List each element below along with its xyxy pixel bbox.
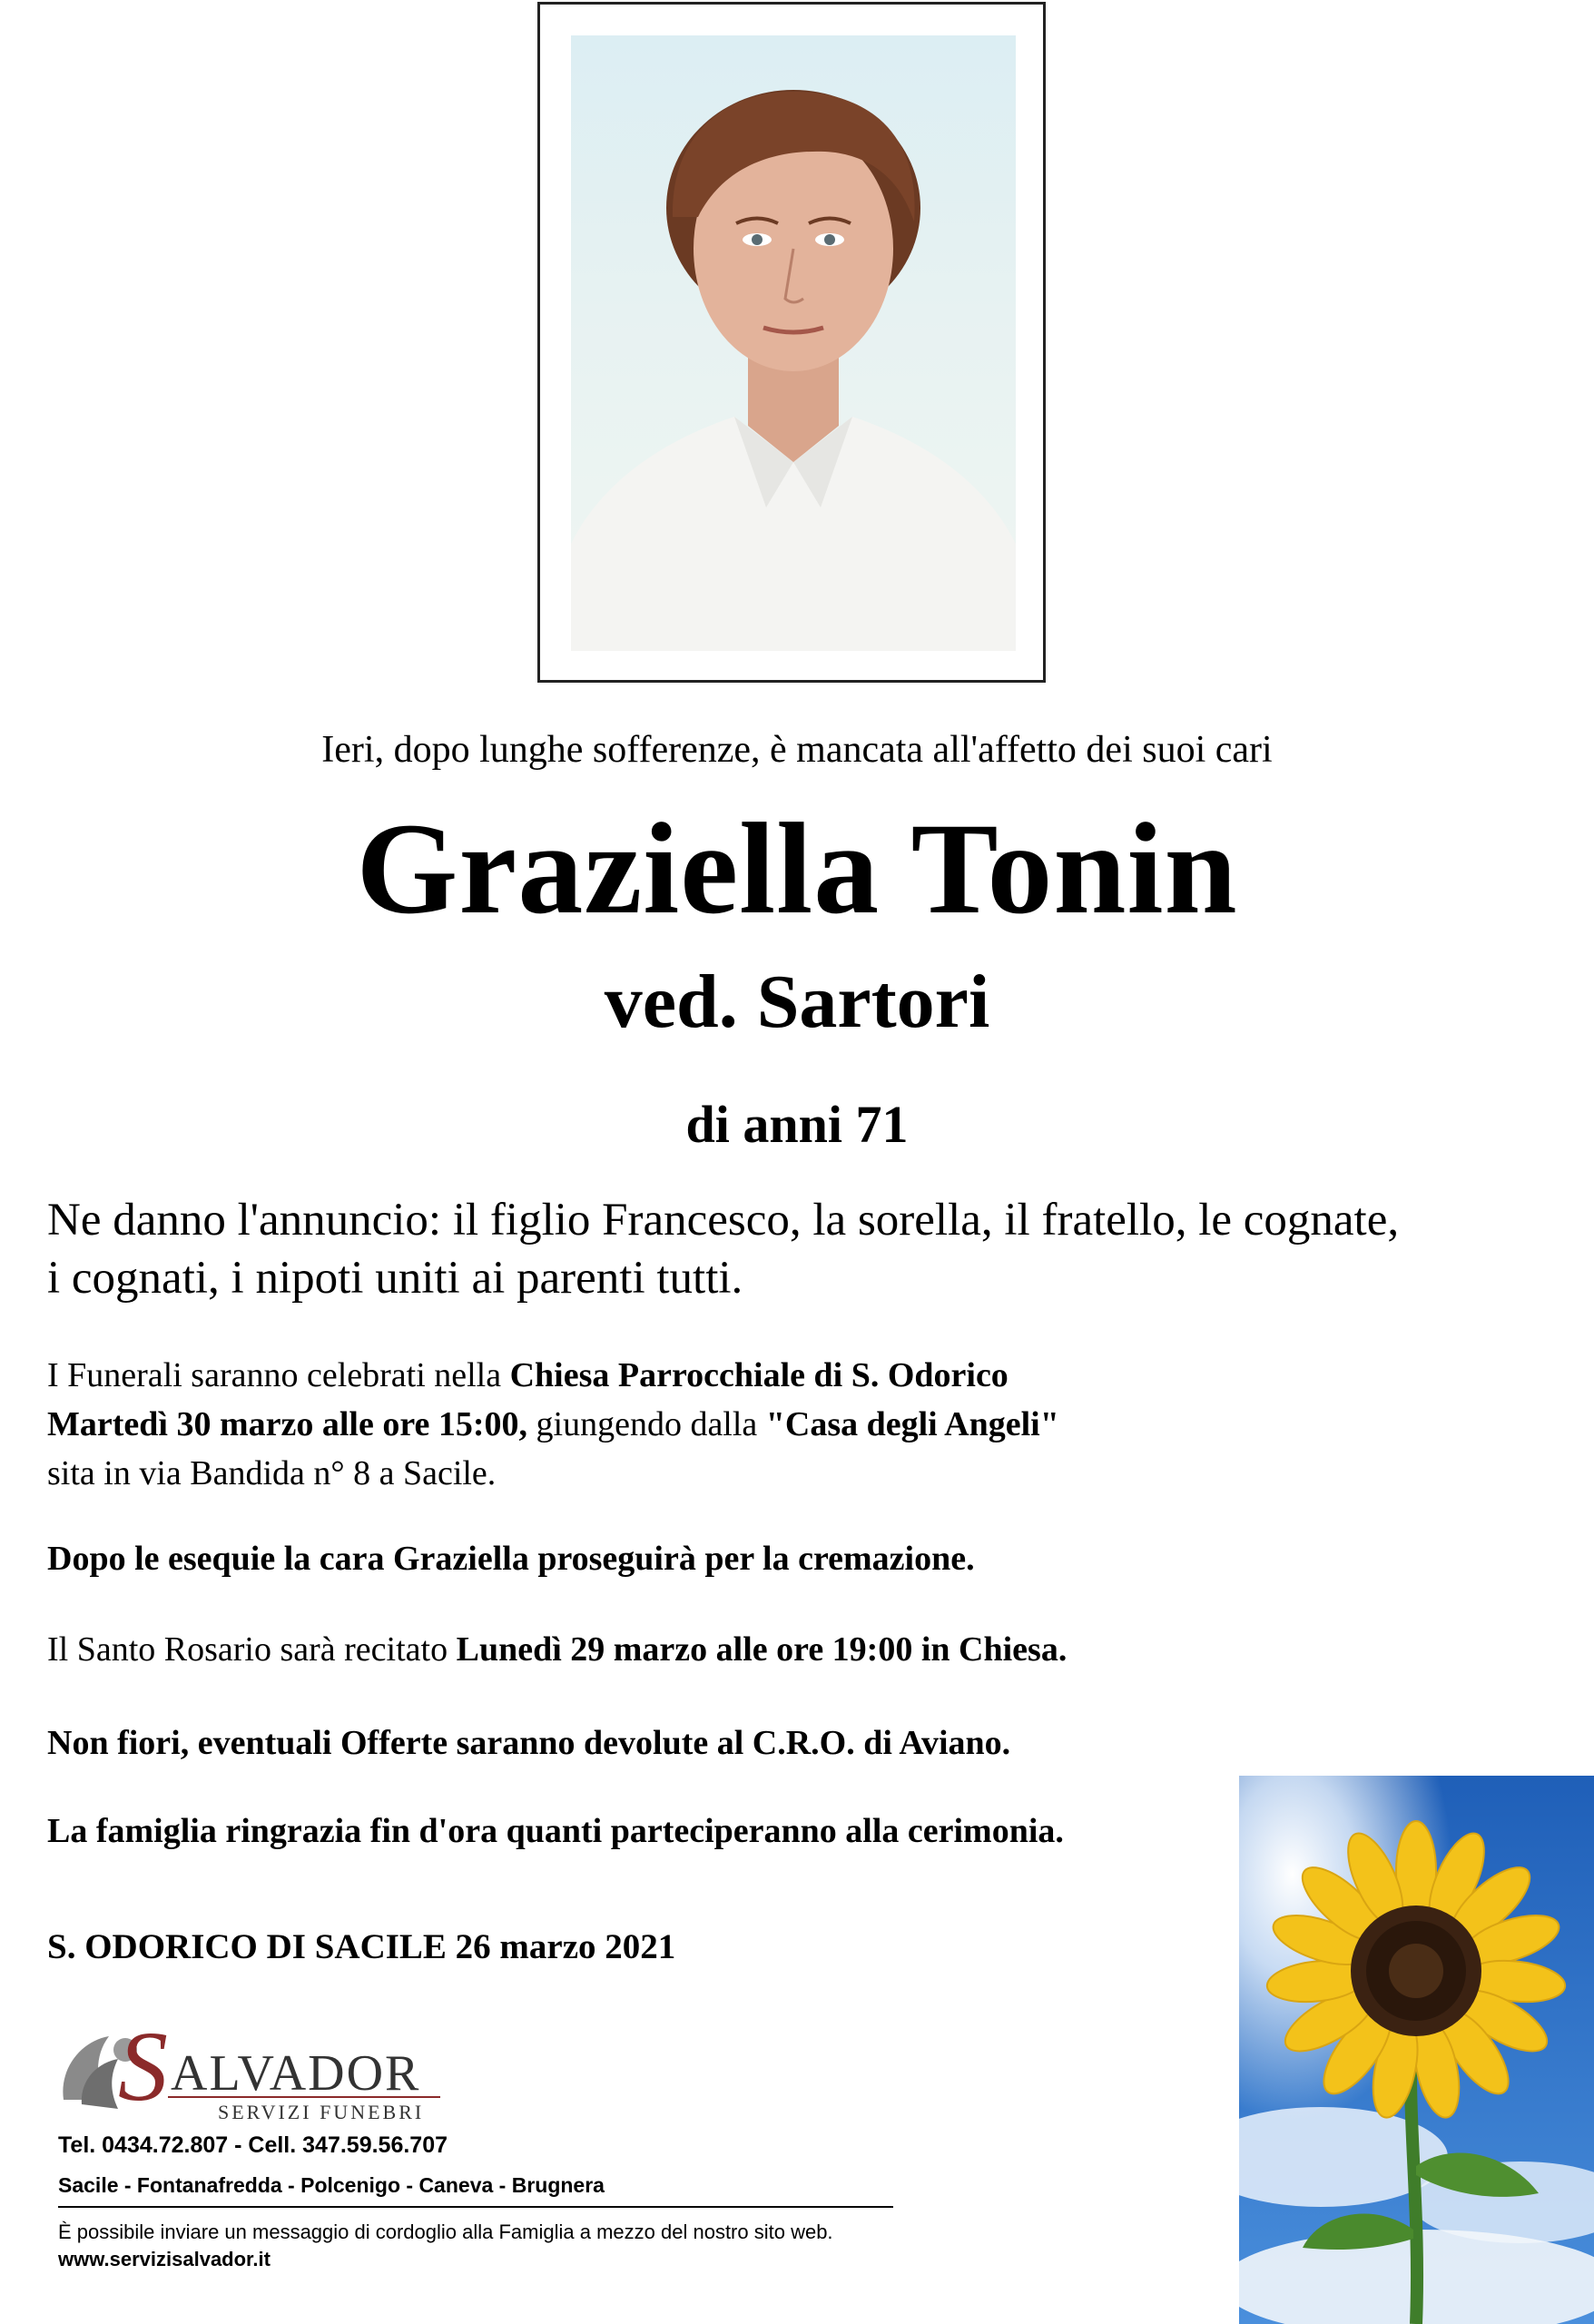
intro-text: Ieri, dopo lunghe sofferenze, è mancata all'affetto dei suoi cari — [321, 729, 1273, 771]
service-towns: Sacile - Fontanafredda - Polcenigo - Caneva - Brugnera — [58, 2173, 605, 2197]
rosary-note — [47, 1625, 1500, 1674]
announcement — [47, 1191, 1554, 1307]
church-name: Chiesa Parrocchiale di S. Odorico — [509, 1356, 1009, 1394]
funeral-connector: giungendo dalla — [527, 1405, 766, 1443]
divider — [58, 2206, 893, 2208]
sunflower-image — [1239, 1776, 1594, 2324]
age-text: di anni 71 — [685, 1095, 909, 1154]
portrait-frame — [537, 2, 1046, 683]
salvador-logo — [54, 2014, 472, 2127]
rosary-intro: Il Santo Rosario sarà recitato — [47, 1630, 457, 1669]
svg-text:S: S — [118, 2014, 168, 2122]
condolence-note: È possibile inviare un messaggio di cordoglio alla Famiglia a mezzo del nostro sito web. — [58, 2221, 833, 2243]
funeral-line-1 — [47, 1351, 1500, 1400]
announcement-line: i cognati, i nipoti uniti ai parenti tutti. — [47, 1253, 743, 1304]
place-date: S. ODORICO DI SACILE 26 marzo 2021 — [47, 1927, 676, 1966]
deceased-name: Graziella Tonin — [356, 797, 1238, 941]
thanks-note: La famiglia ringrazia fin d'ora quanti parteciperanno alla cerimonia. — [47, 1812, 1064, 1850]
tagline-text: SERVIZI FUNEBRI — [218, 2101, 425, 2123]
announcement-line: Ne danno l'annuncio: il figlio Francesco, la sorella, il fratello, le cognate, — [47, 1195, 1400, 1246]
cremation-note: Dopo le esequie la cara Graziella proseguirà per la cremazione. — [47, 1540, 975, 1578]
portrait-photo — [571, 35, 1016, 651]
contact-numbers: Tel. 0434.72.807 - Cell. 347.59.56.707 — [58, 2132, 448, 2158]
funeral-address: sita in via Bandida n° 8 a Sacile. — [47, 1454, 497, 1492]
brand-text: ALVADOR — [171, 2045, 421, 2102]
funeral-intro: I Funerali saranno celebrati nella — [47, 1356, 510, 1394]
funeral-datetime: Martedì 30 marzo alle ore 15:00, — [47, 1405, 528, 1443]
married-name: ved. Sartori — [604, 960, 990, 1044]
website-link[interactable]: www.servizisalvador.it — [58, 2248, 271, 2270]
funeral-line-2 — [47, 1400, 1500, 1449]
funeral-details — [47, 1351, 1500, 1498]
funeral-origin: "Casa degli Angeli" — [765, 1405, 1059, 1443]
flowers-note: Non fiori, eventuali Offerte saranno devolute al C.R.O. di Aviano. — [47, 1724, 1011, 1762]
rosary-datetime: Lunedì 29 marzo alle ore 19:00 in Chiesa. — [456, 1630, 1068, 1669]
